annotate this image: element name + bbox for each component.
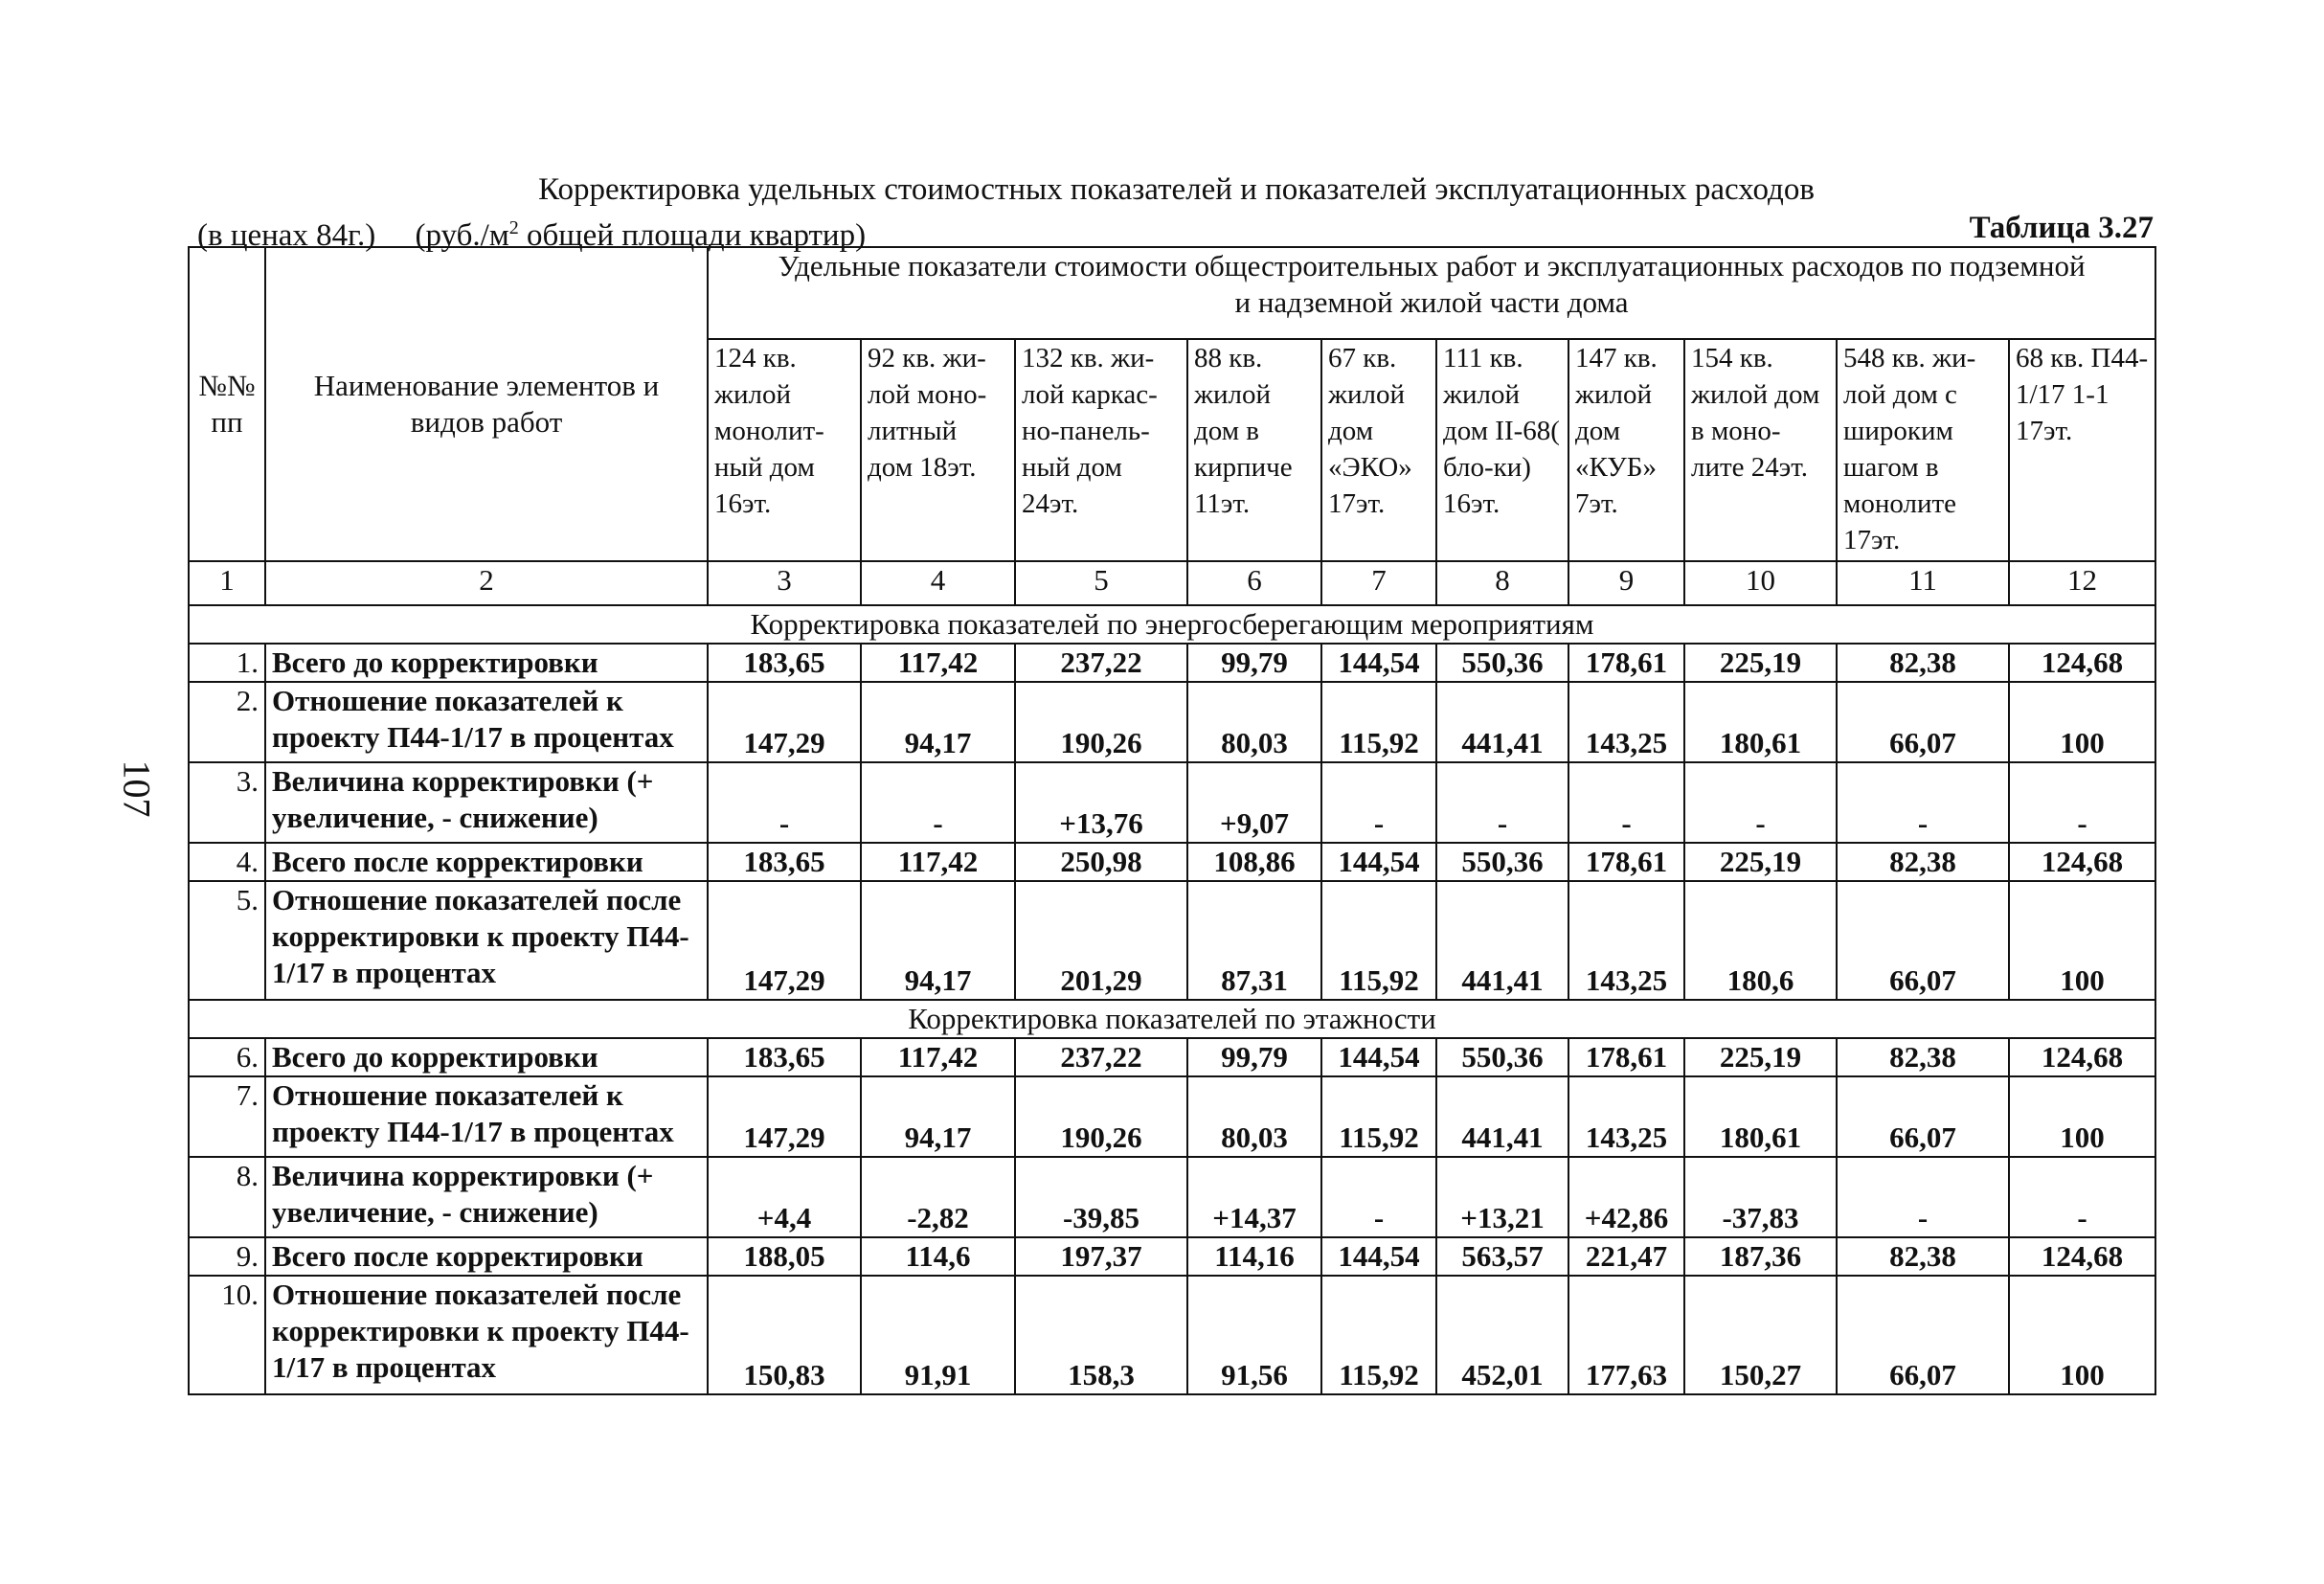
header-column-5: 132 кв. жи-лой каркас-но-панель-ный дом 24эт.	[1015, 339, 1187, 561]
header-group: Удельные показатели стоимости общестроительных работ и эксплуатационных расходов по подземной и надземной жилой части дома	[708, 247, 2155, 339]
row-value-col-4: -2,82	[861, 1157, 1015, 1237]
row-value-col-8: 550,36	[1436, 1038, 1568, 1076]
row-name: Величина корректировки (+ увеличение, - снижение)	[265, 1157, 708, 1237]
row-value-col-3: 147,29	[708, 682, 861, 762]
data-table	[188, 246, 2156, 1395]
row-value-col-8: +13,21	[1436, 1157, 1568, 1237]
table-row	[189, 1237, 2155, 1276]
row-value-col-11: -	[1837, 1157, 2009, 1237]
row-value-col-6: 99,79	[1187, 1038, 1321, 1076]
row-value-col-6: 87,31	[1187, 881, 1321, 1000]
row-value-col-12: 124,68	[2009, 1237, 2155, 1276]
row-value-col-12: 100	[2009, 1076, 2155, 1157]
row-value-col-9: 178,61	[1568, 644, 1684, 682]
row-value-col-10: 225,19	[1684, 644, 1837, 682]
row-value-col-6: 114,16	[1187, 1237, 1321, 1276]
row-value-col-10: -	[1684, 762, 1837, 843]
section-title-1: Корректировка показателей по энергосберегающим мероприятиям	[189, 605, 2155, 644]
row-value-col-12: -	[2009, 1157, 2155, 1237]
section-row	[189, 605, 2155, 644]
row-value-col-5: 190,26	[1015, 682, 1187, 762]
row-value-col-4: 117,42	[861, 644, 1015, 682]
row-index: 4.	[189, 843, 265, 881]
row-value-col-6: 91,56	[1187, 1276, 1321, 1394]
row-value-col-5: 190,26	[1015, 1076, 1187, 1157]
row-value-col-10: 150,27	[1684, 1276, 1837, 1394]
row-value-col-8: 441,41	[1436, 1076, 1568, 1157]
row-value-col-11: 82,38	[1837, 1237, 2009, 1276]
row-value-col-12: 124,68	[2009, 644, 2155, 682]
row-value-col-7: 115,92	[1321, 1076, 1436, 1157]
row-value-col-8: -	[1436, 762, 1568, 843]
row-value-col-12: 100	[2009, 1276, 2155, 1394]
header-column-12: 68 кв. П44-1/17 1-1 17эт.	[2009, 339, 2155, 561]
header-column-6: 88 кв. жилой дом в кирпиче 11эт.	[1187, 339, 1321, 561]
row-value-col-10: 225,19	[1684, 843, 1837, 881]
column-number-8: 8	[1436, 561, 1568, 605]
row-value-col-4: 91,91	[861, 1276, 1015, 1394]
column-number-12: 12	[2009, 561, 2155, 605]
row-value-col-12: 100	[2009, 682, 2155, 762]
table-row	[189, 1038, 2155, 1076]
row-value-col-12: -	[2009, 762, 2155, 843]
row-index: 8.	[189, 1157, 265, 1237]
row-value-col-8: 563,57	[1436, 1237, 1568, 1276]
row-value-col-8: 550,36	[1436, 843, 1568, 881]
row-value-col-5: 237,22	[1015, 644, 1187, 682]
row-value-col-10: 225,19	[1684, 1038, 1837, 1076]
units-label: ($руб./м^2$ общей площади квартир)	[415, 217, 867, 253]
row-value-col-11: 66,07	[1837, 1076, 2009, 1157]
row-value-col-9: 177,63	[1568, 1276, 1684, 1394]
row-name: Отношение показателей после корректировки к проекту П44-1/17 в процентах	[265, 881, 708, 1000]
row-value-col-4: -	[861, 762, 1015, 843]
row-value-col-7: 115,92	[1321, 682, 1436, 762]
header-column-10: 154 кв. жилой дом в моно-лите 24эт.	[1684, 339, 1837, 561]
row-value-col-4: 94,17	[861, 881, 1015, 1000]
column-number-2: 2	[265, 561, 708, 605]
row-value-col-7: -	[1321, 1157, 1436, 1237]
header-column-9: 147 кв. жилой дом «КУБ» 7эт.	[1568, 339, 1684, 561]
row-value-col-5: 250,98	[1015, 843, 1187, 881]
row-value-col-3: 188,05	[708, 1237, 861, 1276]
row-value-col-9: 143,25	[1568, 881, 1684, 1000]
row-value-col-7: 144,54	[1321, 1237, 1436, 1276]
row-value-col-7: 144,54	[1321, 843, 1436, 881]
row-name: Всего до корректировки	[265, 1038, 708, 1076]
row-value-col-11: 66,07	[1837, 682, 2009, 762]
row-name: Отношение показателей после корректировки к проекту П44-1/17 в процентах	[265, 1276, 708, 1394]
row-value-col-11: 66,07	[1837, 881, 2009, 1000]
row-value-col-11: -	[1837, 762, 2009, 843]
row-name: Всего после корректировки	[265, 1237, 708, 1276]
row-value-col-6: 80,03	[1187, 682, 1321, 762]
column-number-9: 9	[1568, 561, 1684, 605]
row-name: Величина корректировки (+ увеличение, - снижение)	[265, 762, 708, 843]
column-number-6: 6	[1187, 561, 1321, 605]
row-index: 10.	[189, 1276, 265, 1394]
row-value-col-10: 180,61	[1684, 682, 1837, 762]
page-number: 107	[115, 759, 159, 818]
row-value-col-10: 187,36	[1684, 1237, 1837, 1276]
row-value-col-8: 550,36	[1436, 644, 1568, 682]
row-value-col-8: 441,41	[1436, 682, 1568, 762]
row-value-col-12: 100	[2009, 881, 2155, 1000]
column-number-1: 1	[189, 561, 265, 605]
row-index: 6.	[189, 1038, 265, 1076]
row-value-col-7: 115,92	[1321, 881, 1436, 1000]
row-value-col-11: 66,07	[1837, 1276, 2009, 1394]
row-value-col-8: 441,41	[1436, 881, 1568, 1000]
row-value-col-9: -	[1568, 762, 1684, 843]
row-value-col-4: 94,17	[861, 682, 1015, 762]
row-value-col-6: 80,03	[1187, 1076, 1321, 1157]
row-value-col-7: 144,54	[1321, 644, 1436, 682]
column-number-5: 5	[1015, 561, 1187, 605]
row-index: 1.	[189, 644, 265, 682]
table-row	[189, 1276, 2155, 1394]
row-value-col-3: 183,65	[708, 1038, 861, 1076]
row-value-col-11: 82,38	[1837, 1038, 2009, 1076]
header-row-group	[189, 247, 2155, 339]
table-row	[189, 682, 2155, 762]
row-index: 3.	[189, 762, 265, 843]
row-value-col-4: 94,17	[861, 1076, 1015, 1157]
row-index: 2.	[189, 682, 265, 762]
row-value-col-5: 197,37	[1015, 1237, 1187, 1276]
table-row	[189, 881, 2155, 1000]
row-value-col-10: 180,6	[1684, 881, 1837, 1000]
row-value-col-3: 183,65	[708, 843, 861, 881]
row-name: Всего до корректировки	[265, 644, 708, 682]
row-value-col-10: 180,61	[1684, 1076, 1837, 1157]
header-column-3: 124 кв. жилой монолит-ный дом 16эт.	[708, 339, 861, 561]
row-value-col-4: 117,42	[861, 1038, 1015, 1076]
row-value-col-8: 452,01	[1436, 1276, 1568, 1394]
row-value-col-12: 124,68	[2009, 1038, 2155, 1076]
row-value-col-5: 237,22	[1015, 1038, 1187, 1076]
header-column-4: 92 кв. жи-лой моно-литный дом 18эт.	[861, 339, 1015, 561]
table-row	[189, 762, 2155, 843]
row-name: Всего после корректировки	[265, 843, 708, 881]
row-value-col-9: 178,61	[1568, 1038, 1684, 1076]
section-title-2: Корректировка показателей по этажности	[189, 1000, 2155, 1038]
row-value-col-7: 144,54	[1321, 1038, 1436, 1076]
row-value-col-3: 147,29	[708, 881, 861, 1000]
row-value-col-11: 82,38	[1837, 644, 2009, 682]
row-value-col-5: 201,29	[1015, 881, 1187, 1000]
header-num-col: №№ пп	[189, 247, 265, 561]
row-value-col-11: 82,38	[1837, 843, 2009, 881]
row-index: 7.	[189, 1076, 265, 1157]
column-number-4: 4	[861, 561, 1015, 605]
table-number-label: Таблица 3.27	[1969, 211, 2154, 245]
row-value-col-3: 147,29	[708, 1076, 861, 1157]
row-value-col-7: -	[1321, 762, 1436, 843]
row-value-col-6: +14,37	[1187, 1157, 1321, 1237]
row-value-col-5: 158,3	[1015, 1276, 1187, 1394]
row-value-col-9: 143,25	[1568, 1076, 1684, 1157]
table-row	[189, 843, 2155, 881]
column-number-11: 11	[1837, 561, 2009, 605]
row-value-col-3: -	[708, 762, 861, 843]
column-number-7: 7	[1321, 561, 1436, 605]
header-column-7: 67 кв. жилой дом «ЭКО» 17эт.	[1321, 339, 1436, 561]
section-row	[189, 1000, 2155, 1038]
row-value-col-9: 143,25	[1568, 682, 1684, 762]
column-number-3: 3	[708, 561, 861, 605]
row-value-col-9: +42,86	[1568, 1157, 1684, 1237]
table-title: Корректировка удельных стоимостных показателей и показателей эксплуатационных расходов	[538, 172, 1815, 207]
table-row	[189, 1157, 2155, 1237]
row-name: Отношение показателей к проекту П44-1/17 в процентах	[265, 1076, 708, 1157]
row-value-col-6: 108,86	[1187, 843, 1321, 881]
column-number-10: 10	[1684, 561, 1837, 605]
row-value-col-3: 150,83	[708, 1276, 861, 1394]
row-value-col-10: -37,83	[1684, 1157, 1837, 1237]
table-row	[189, 644, 2155, 682]
row-value-col-3: +4,4	[708, 1157, 861, 1237]
header-name-col: Наименование элементов и видов работ	[265, 247, 708, 561]
header-column-8: 111 кв. жилой дом II-68( бло-ки) 16эт.	[1436, 339, 1568, 561]
row-value-col-7: 115,92	[1321, 1276, 1436, 1394]
row-value-col-5: +13,76	[1015, 762, 1187, 843]
row-index: 9.	[189, 1237, 265, 1276]
table-row	[189, 1076, 2155, 1157]
row-value-col-5: -39,85	[1015, 1157, 1187, 1237]
price-basis: (в ценах 84г.)	[197, 218, 376, 253]
header-column-11: 548 кв. жи-лой дом с широким шагом в монолите 17эт.	[1837, 339, 2009, 561]
row-name: Отношение показателей к проекту П44-1/17 в процентах	[265, 682, 708, 762]
row-index: 5.	[189, 881, 265, 1000]
row-value-col-9: 221,47	[1568, 1237, 1684, 1276]
row-value-col-6: 99,79	[1187, 644, 1321, 682]
row-value-col-4: 117,42	[861, 843, 1015, 881]
row-value-col-4: 114,6	[861, 1237, 1015, 1276]
row-value-col-9: 178,61	[1568, 843, 1684, 881]
row-value-col-12: 124,68	[2009, 843, 2155, 881]
row-value-col-6: +9,07	[1187, 762, 1321, 843]
row-value-col-3: 183,65	[708, 644, 861, 682]
column-number-row	[189, 561, 2155, 605]
